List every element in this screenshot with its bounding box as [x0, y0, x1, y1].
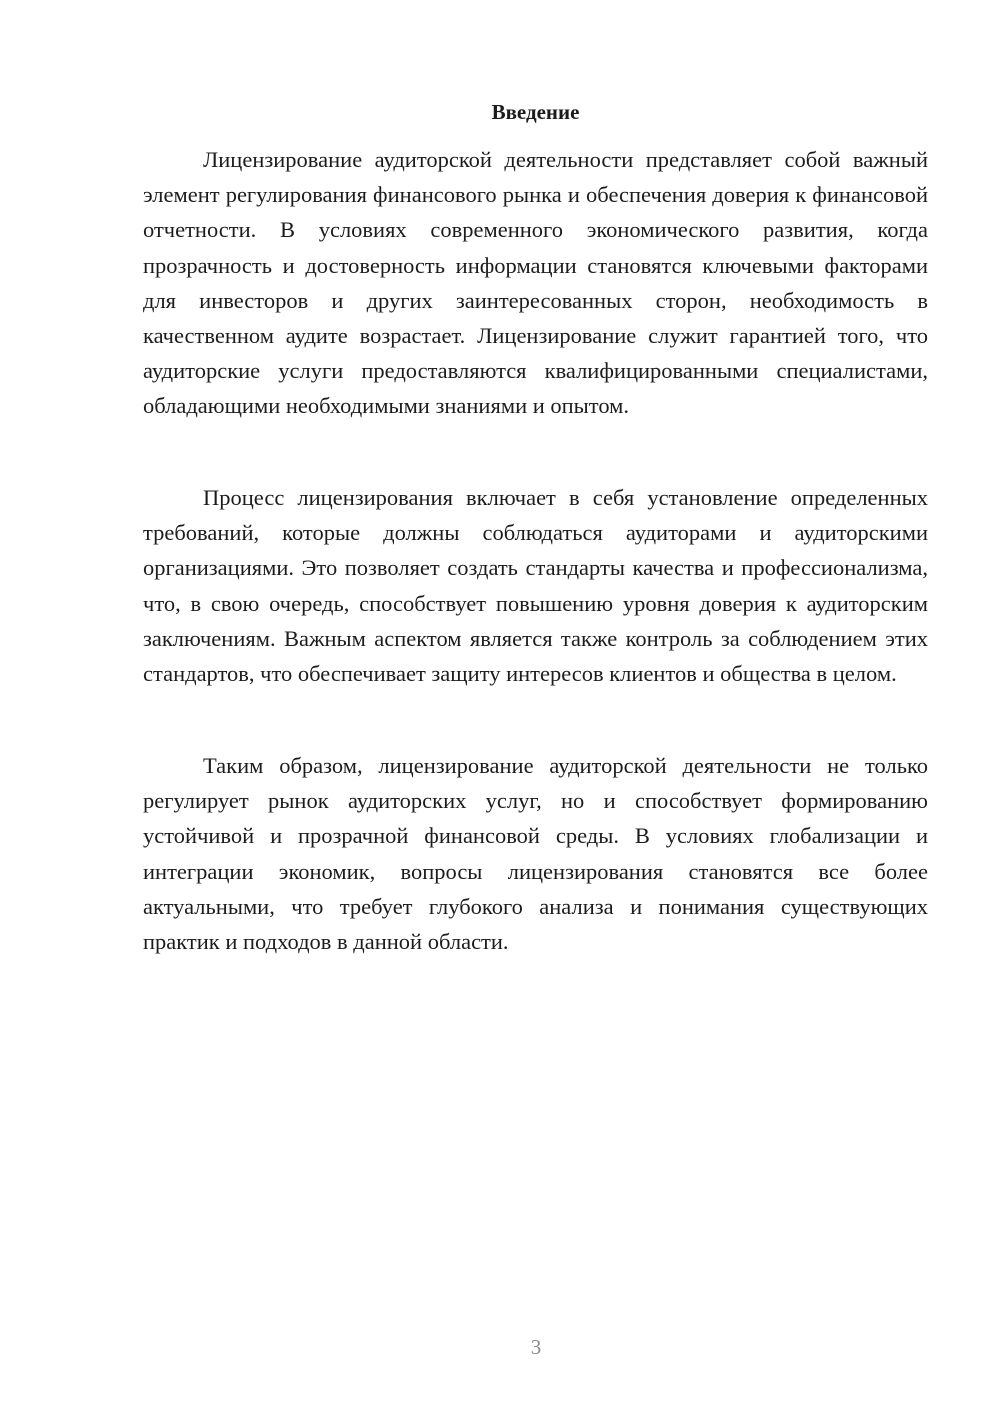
- paragraph-3: Таким образом, лицензирование аудиторской деятельности не только регулирует рынок аудиторских услуг, но и способствует формированию устойчивой и прозрачной финансовой среды. В условиях глобализации и интеграции экономик, вопросы лицензирования становятся все более актуальными, что требует глубокого анализа и понимания существующих практик и подходов в данной области.: [143, 753, 928, 955]
- page-title: Введение: [491, 100, 580, 124]
- paragraph-1: Лицензирование аудиторской деятельности представляет собой важный элемент регулирования финансового рынка и обеспечения доверия к финансовой отчетности. В условиях современного экономического развития, когда прозрачность и достоверность информации становятся ключевыми факторами для инвесторов и других заинтересованных сторон, необходимость в качественном аудите возрастает. Лицензирование служит гарантией того, что аудиторские услуги предоставляются квалифицированными специалистами, обладающими необходимыми знаниями и опытом.: [143, 147, 928, 419]
- paragraph-2: Процесс лицензирования включает в себя установление определенных требований, которые должны соблюдаться аудиторами и аудиторскими организациями. Это позволяет создать стандарты качества и профессионализма, что, в свою очередь, способствует повышению уровня доверия к аудиторским заключениям. Важным аспектом является также контроль за соблюдением этих стандартов, что обеспечивает защиту интересов клиентов и общества в целом.: [143, 485, 928, 687]
- page-number: 3: [530, 1335, 542, 1359]
